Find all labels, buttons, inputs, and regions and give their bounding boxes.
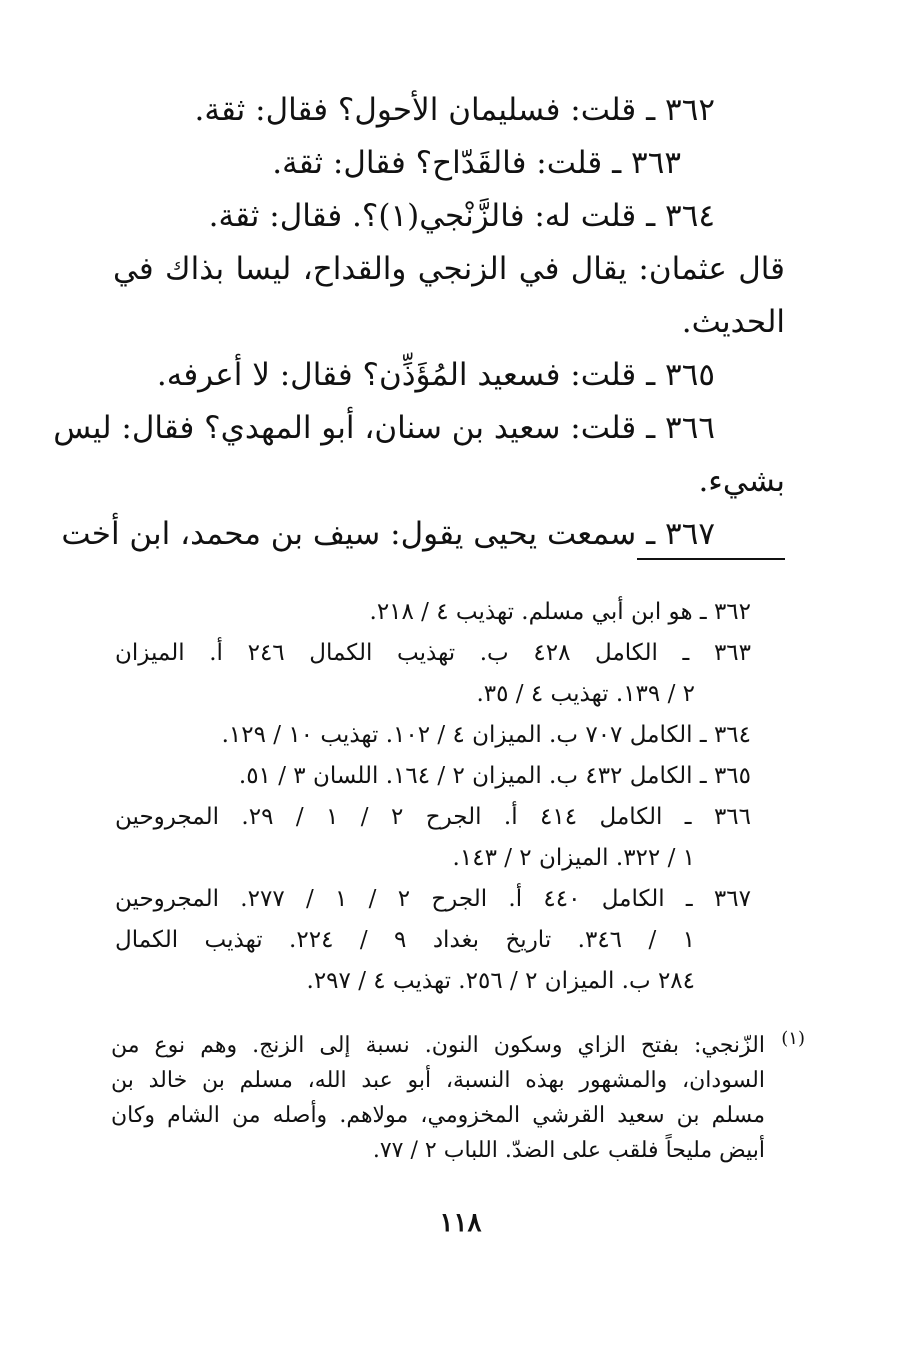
- entry-363: ٣٦٣ ـ قلت: فالقَدّاح؟ فقال: ثقة.: [272, 145, 681, 181]
- footnote-separator: [637, 558, 785, 560]
- note-line: ٣٦٤ ـ الكامل ٧٠٧ ب. الميزان ٤ / ١٠٢. تهذيب ١٠ / ١٢٩.: [221, 722, 751, 748]
- footnote-line: الزّنجي: بفتح الزاي وسكون النون. نسبة إلى الزنج. وهم نوع من: [111, 1033, 765, 1058]
- note-line: ٣٦٢ ـ هو ابن أبي مسلم. تهذيب ٤ / ٢١٨.: [369, 599, 751, 625]
- entry-362: ٣٦٢ ـ قلت: فسليمان الأحول؟ فقال: ثقة.: [194, 92, 715, 128]
- note-line: ٣٦٣ ـ الكامل ٤٢٨ ب. تهذيب الكمال ٢٤٦ أ. الميزان: [115, 640, 751, 666]
- note-364: [115, 715, 751, 756]
- note-362: [115, 592, 751, 633]
- footnote: [111, 1028, 805, 1168]
- note-line: ٣٦٦ ـ الكامل ٤١٤ أ. الجرح ٢ / ١ / ٢٩. المجروحين: [115, 804, 751, 830]
- entry-365: ٣٦٥ ـ قلت: فسعيد المُؤَذِّن؟ فقال: لا أعرفه.: [156, 357, 715, 393]
- note-367: [115, 879, 751, 1002]
- note-line: ٣٦٥ ـ الكامل ٤٣٢ ب. الميزان ٢ / ١٦٤. اللسان ٣ / ٥١.: [238, 763, 751, 789]
- main-text: [53, 86, 785, 563]
- footnote-marker: (١): [781, 1028, 805, 1049]
- note-363: [115, 633, 751, 715]
- note-365: [115, 756, 751, 797]
- page-number: ١١٨: [439, 1208, 482, 1238]
- footnote-body: [111, 1028, 801, 1168]
- note-line: ٢ / ١٣٩. تهذيب ٤ / ٣٥.: [476, 681, 695, 707]
- entry-366-line-1: ٣٦٦ ـ قلت: سعيد بن سنان، أبو المهدي؟ فقال: ليس: [53, 410, 715, 446]
- uthman-comment-line-1: قال عثمان: يقال في الزنجي والقداح، ليسا بذاك في: [113, 251, 785, 287]
- footnote-line: أبيض مليحاً فلقب على الضدّ. اللباب ٢ / ٧٧.: [372, 1138, 765, 1163]
- note-line: ٢٨٤ ب. الميزان ٢ / ٢٥٦. تهذيب ٤ / ٢٩٧.: [306, 968, 695, 994]
- source-notes: [115, 592, 751, 1002]
- note-line: ١ / ٣٤٦. تاريخ بغداد ٩ / ٢٢٤. تهذيب الكمال: [115, 927, 695, 953]
- entry-364: ٣٦٤ ـ قلت له: فالزَّنْجي(١)؟. فقال: ثقة.: [208, 198, 715, 234]
- footnote-line: مسلم بن سعيد القرشي المخزومي، مولاهم. وأصله من الشام وكان: [111, 1103, 765, 1128]
- entry-366-line-2: بشيء.: [698, 463, 785, 499]
- footnote-line: السودان، والمشهور بهذه النسبة، أبو عبد الله، مسلم بن خالد بن: [111, 1068, 765, 1093]
- note-line: ١ / ٣٢٢. الميزان ٢ / ١٤٣.: [452, 845, 695, 871]
- uthman-comment-line-2: الحديث.: [681, 304, 785, 340]
- note-366: [115, 797, 751, 879]
- entry-367-line-1: ٣٦٧ ـ سمعت يحيى يقول: سيف بن محمد، ابن أخت: [61, 516, 715, 552]
- note-line: ٣٦٧ ـ الكامل ٤٤٠ أ. الجرح ٢ / ١ / ٢٧٧. المجروحين: [115, 886, 751, 912]
